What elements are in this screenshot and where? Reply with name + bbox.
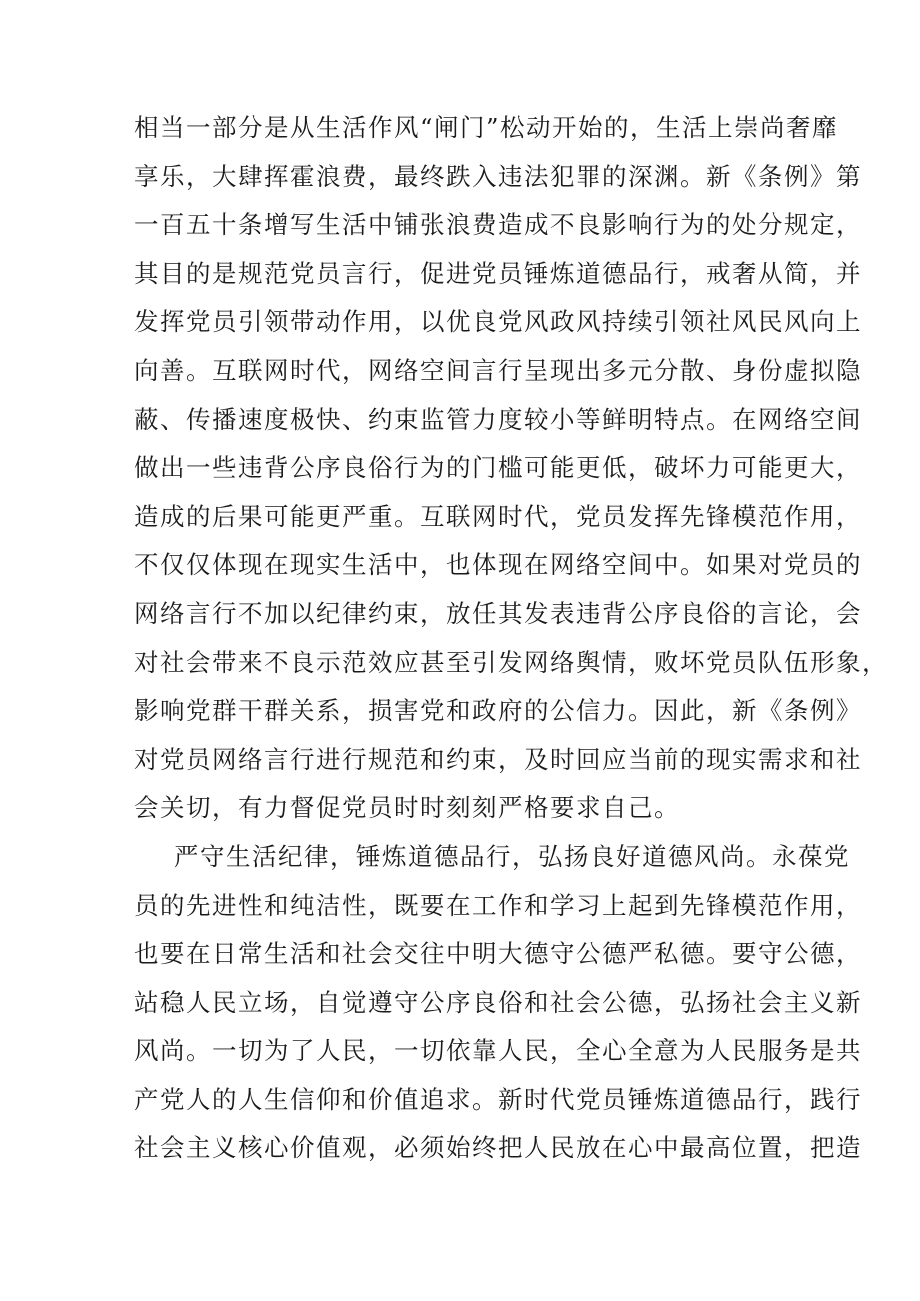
text-line: 影响党群干群关系，损害党和政府的公信力。因此，新《条例》 (134, 696, 862, 726)
text-line: 也要在日常生活和社会交往中明大德守公德严私德。要守公德， (134, 939, 862, 969)
text-line: 网络言行不加以纪律约束，放任其发表违背公序良俗的言论，会 (134, 598, 862, 628)
text-line: 对党员网络言行进行规范和约束，及时回应当前的现实需求和社 (134, 744, 862, 774)
text-line: 一百五十条增写生活中铺张浪费造成不良影响行为的处分规定， (134, 210, 862, 240)
text-line: 社会主义核心价值观，必须始终把人民放在心中最高位置，把造 (134, 1133, 862, 1163)
text-line: 对社会带来不良示范效应甚至引发网络舆情，败坏党员队伍形象， (134, 647, 888, 677)
text-line: 站稳人民立场，自觉遵守公序良俗和社会公德，弘扬社会主义新 (134, 987, 862, 1017)
text-line: 享乐，大肆挥霍浪费，最终跌入违法犯罪的深渊。新《条例》第 (134, 161, 862, 191)
paragraph-first-line: 严守生活纪律，锤炼道德品行，弘扬良好道德风尚。永葆党 (174, 841, 850, 871)
text-line: 向善。互联网时代，网络空间言行呈现出多元分散、身份虚拟隐 (134, 355, 862, 385)
text-line: 相当一部分是从生活作风“闸门”松动开始的，生活上崇尚奢靡 (134, 113, 839, 142)
text-line: 员的先进性和纯洁性，既要在工作和学习上起到先锋模范作用， (134, 890, 862, 920)
text-line: 不仅仅体现在现实生活中，也体现在网络空间中。如果对党员的 (134, 550, 862, 580)
text-line: 其目的是规范党员言行，促进党员锤炼道德品行，戒奢从简，并 (134, 258, 862, 288)
text-line: 发挥党员引领带动作用，以优良党风政风持续引领社风民风向上 (134, 307, 862, 337)
text-line: 造成的后果可能更严重。互联网时代，党员发挥先锋模范作用， (134, 501, 862, 531)
document-body-text (134, 104, 888, 1173)
text-line: 做出一些违背公序良俗行为的门槛可能更低，破坏力可能更大， (134, 453, 862, 483)
text-line: 蔽、传播速度极快、约束监管力度较小等鲜明特点。在网络空间 (134, 404, 862, 434)
text-line: 产党人的人生信仰和价值追求。新时代党员锤炼道德品行，践行 (134, 1084, 862, 1114)
text-line: 风尚。一切为了人民，一切依靠人民，全心全意为人民服务是共 (134, 1036, 862, 1066)
text-line: 会关切，有力督促党员时时刻刻严格要求自己。 (134, 793, 680, 823)
